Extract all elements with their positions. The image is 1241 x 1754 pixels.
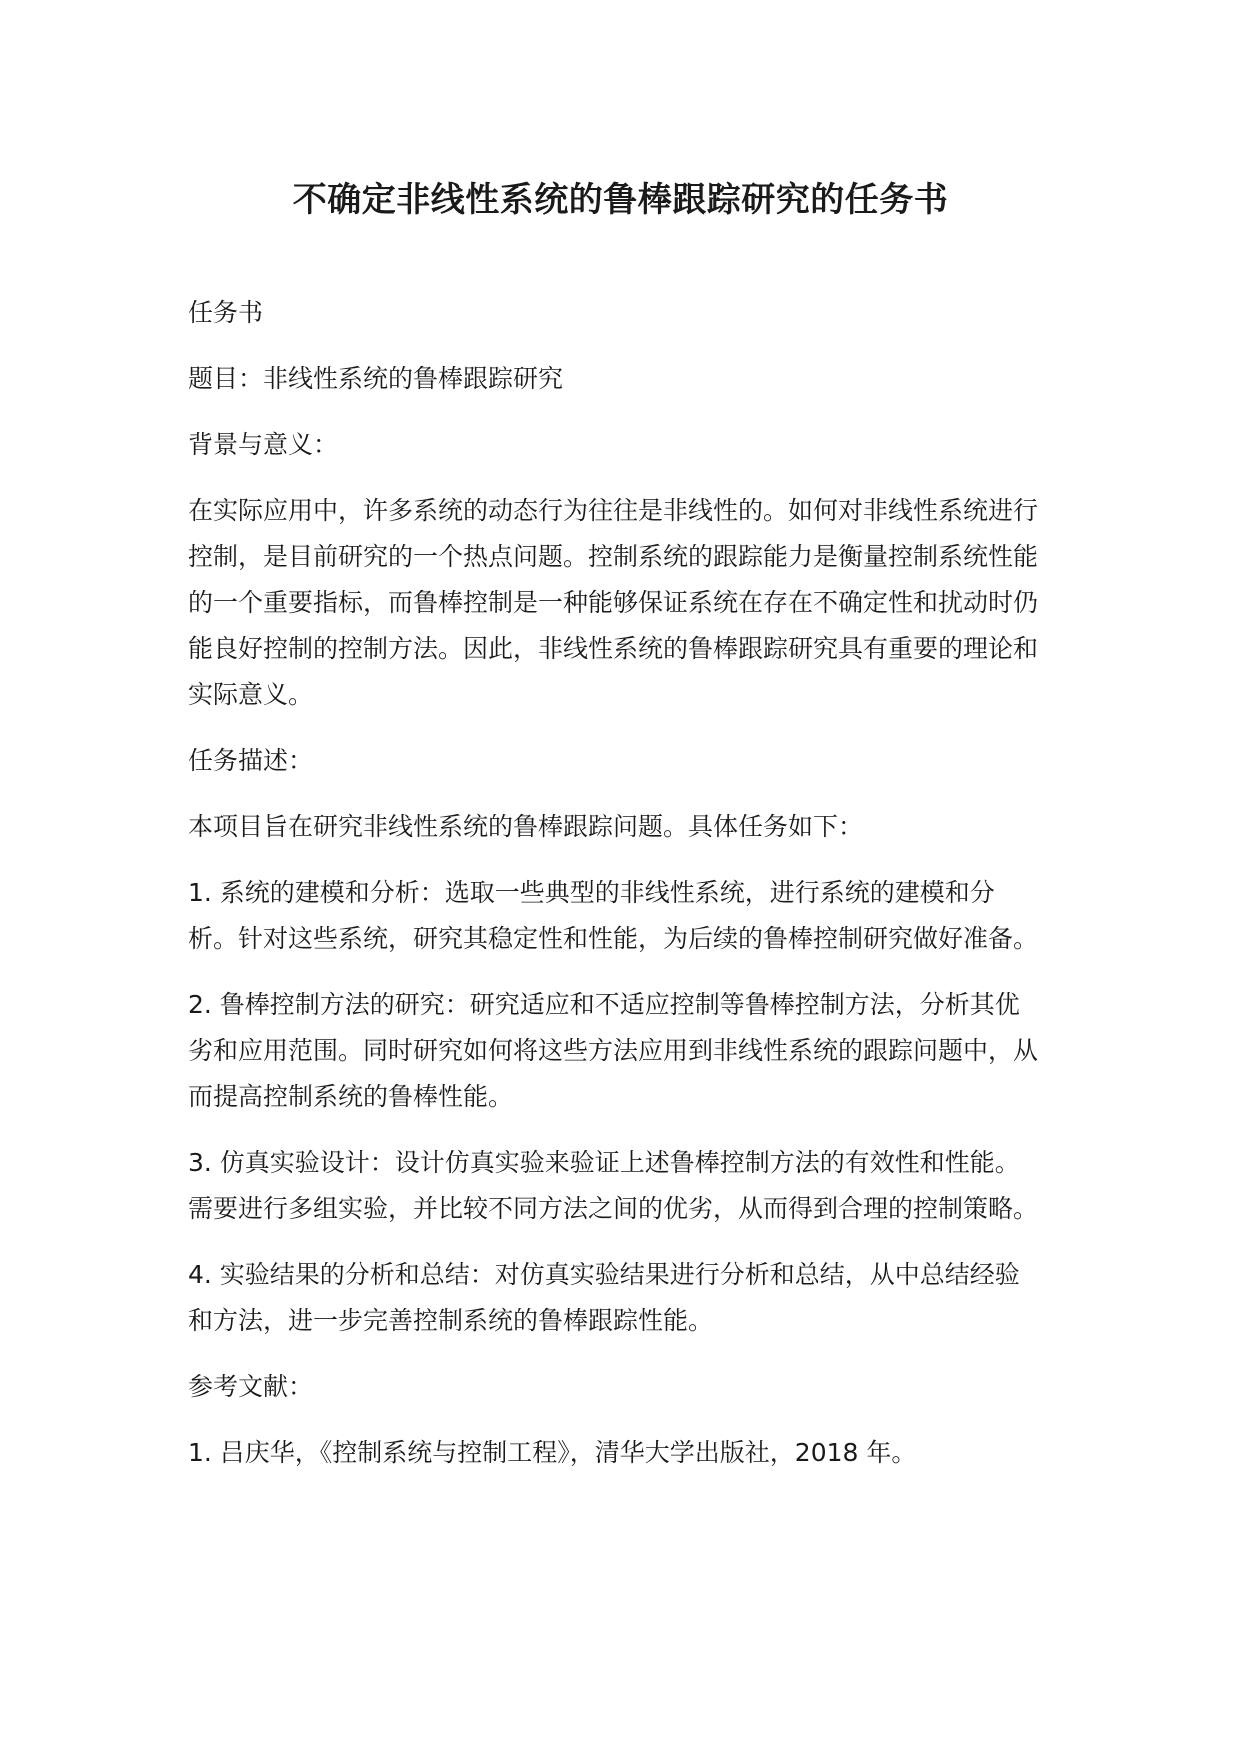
section-heading-assignment: 任务书 [188, 298, 264, 327]
task-intro: 本项目旨在研究非线性系统的鲁棒跟踪问题。具体任务如下： [188, 812, 864, 841]
reference-item-1: 1. 吕庆华，《控制系统与控制工程》，清华大学出版社，2018 年。 [188, 1438, 917, 1467]
references-heading: 参考文献： [188, 1372, 314, 1401]
document-title: 不确定非线性系统的鲁棒跟踪研究的任务书 [292, 180, 949, 220]
task-heading: 任务描述： [188, 746, 314, 775]
task-item-1: 1. 系统的建模和分析：选取一些典型的非线性系统，进行系统的建模和分析。针对这些系统，研究其稳定性和性能，为后续的鲁棒控制研究做好准备。 [188, 878, 1039, 953]
topic-line: 题目：非线性系统的鲁棒跟踪研究 [188, 364, 564, 393]
task-item-3: 3. 仿真实验设计：设计仿真实验来验证上述鲁棒控制方法的有效性和性能。需要进行多组实验，并比较不同方法之间的优劣，从而得到合理的控制策略。 [188, 1148, 1039, 1223]
background-heading: 背景与意义： [188, 430, 339, 459]
task-item-4: 4. 实验结果的分析和总结：对仿真实验结果进行分析和总结，从中总结经验和方法，进一步完善控制系统的鲁棒跟踪性能。 [188, 1260, 1020, 1335]
task-item-2: 2. 鲁棒控制方法的研究：研究适应和不适应控制等鲁棒控制方法，分析其优劣和应用范围。同时研究如何将这些方法应用到非线性系统的跟踪问题中，从而提高控制系统的鲁棒性能。 [188, 990, 1039, 1111]
document-body [188, 290, 1043, 1496]
background-paragraph: 在实际应用中，许多系统的动态行为往往是非线性的。如何对非线性系统进行控制，是目前研究的一个热点问题。控制系统的跟踪能力是衡量控制系统性能的一个重要指标，而鲁棒控制是一种能够保证系统在存在不确定性和扰动时仍能良好控制的控制方法。因此，非线性系统的鲁棒跟踪研究具有重要的理论和实际意义。 [188, 496, 1039, 709]
